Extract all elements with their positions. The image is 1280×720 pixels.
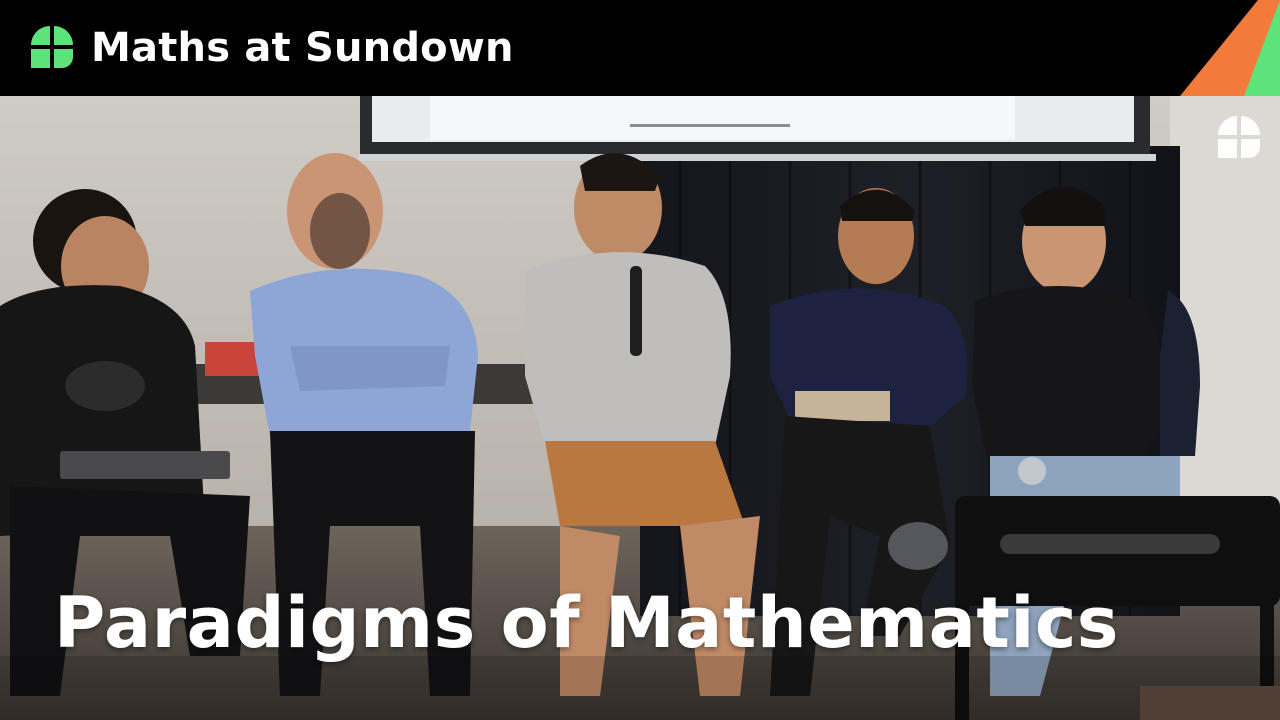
header-bar (0, 0, 1280, 96)
brand-name: Maths at Sundown (91, 25, 514, 71)
quartered-circle-icon (1218, 116, 1260, 158)
corner-stripe-decoration (1180, 0, 1280, 96)
quartered-circle-icon (31, 26, 73, 68)
video-title: Paradigms of Mathematics (54, 582, 1119, 664)
